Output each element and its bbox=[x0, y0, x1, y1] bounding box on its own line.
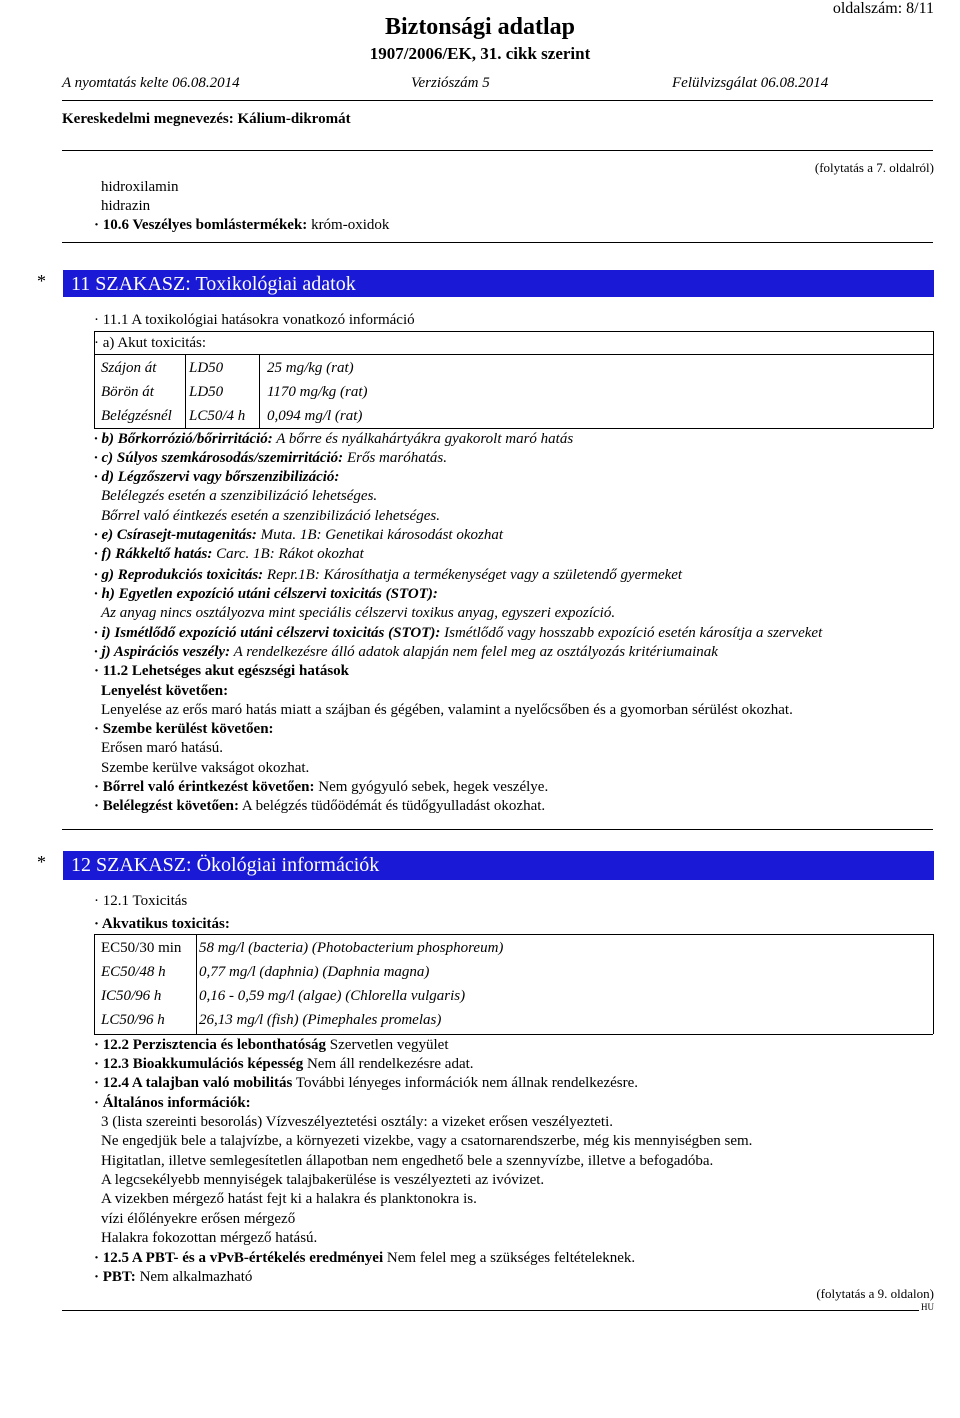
document-title: Biztonsági adatlap bbox=[384, 14, 576, 40]
reproductive-toxicity: · g) Reprodukciós toxicitás: Repr.1B: Károsíthatja a termékenységet vagy a születendő gyermeket bbox=[94, 567, 683, 583]
general-info-line: Halakra fokozottan mérgező hatású. bbox=[101, 1230, 318, 1246]
stot-single-label: · h) Egyetlen expozíció utáni célszervi toxicitás (STOT): bbox=[94, 586, 438, 602]
acute-label-divider bbox=[94, 354, 933, 355]
table-row bbox=[97, 1008, 507, 1032]
general-info-line: Higitatlan, illetve semlegesítetlen állapotban nem engedhető bele a szennyvízbe, illetve a befogadóba. bbox=[101, 1153, 714, 1169]
aquatic-value: 0,16 - 0,59 mg/l (algae) (Chlorella vulgaris) bbox=[199, 987, 466, 1004]
acute-route: Szájon át bbox=[101, 359, 157, 376]
pbt-vpvb-assessment: · 12.5 A PBT- és a vPvB-értékelés eredményei Nem felel meg a szükséges feltételeknek. bbox=[94, 1250, 636, 1266]
acute-route: Belégzésnél bbox=[101, 407, 172, 424]
skin-corrosion: · b) Bőrkorrózió/bőrirritáció: A bőrre és nyálkahártyákra gyakorolt maró hatás bbox=[94, 431, 574, 447]
continued-from: (folytatás a 7. oldalról) bbox=[814, 160, 934, 175]
table-row bbox=[97, 984, 507, 1008]
sensitisation-text-1: Belélegzés esetén a szenzibilizáció lehetséges. bbox=[101, 488, 378, 504]
eye-contact-label: · Szembe kerülést követően: bbox=[94, 721, 274, 737]
eye-contact-text-2: Szembe kerülve vakságot okozhat. bbox=[101, 760, 310, 776]
decomposition-products: · 10.6 Veszélyes bomlástermékek: króm-oxidok bbox=[94, 217, 390, 233]
continued-to: (folytatás a 9. oldalon) bbox=[816, 1286, 934, 1301]
aquatic-type: EC50/30 min bbox=[101, 939, 182, 956]
acute-value: 0,094 mg/l (rat) bbox=[267, 407, 363, 424]
sensitisation-label: · d) Légzőszervi vagy bőrszenzibilizáció: bbox=[94, 469, 340, 485]
trade-name: Kereskedelmi megnevezés: Kálium-dikromát bbox=[62, 111, 351, 127]
s11-2-heading: · 11.2 Lehetséges akut egészségi hatások bbox=[94, 663, 349, 679]
top-block-divider bbox=[62, 242, 933, 243]
general-info-line: 3 (lista szereinti besorolás) Vízveszélyeztetési osztály: a vizeket erősen veszélyezteti. bbox=[101, 1114, 614, 1130]
eye-damage: · c) Súlyos szemkárosodás/szemirritáció: Erős maróhatás. bbox=[94, 450, 447, 466]
skin-contact: · Bőrrel való érintkezést követően: Nem gyógyuló sebek, hegek veszélye. bbox=[94, 779, 549, 795]
section11-header bbox=[63, 270, 934, 297]
acute-value: 1170 mg/kg (rat) bbox=[267, 383, 368, 400]
aspiration-hazard: · j) Aspirációs veszély: A rendelkezésre álló adatok alapján nem felel meg az osztályozás kritériumainak bbox=[94, 644, 718, 660]
s12-1-heading: · 12.1 Toxicitás bbox=[94, 893, 188, 909]
acute-box-top bbox=[94, 331, 933, 332]
acute-type: LD50 bbox=[189, 383, 224, 400]
table-row bbox=[97, 356, 372, 380]
aquatic-box-bottom bbox=[94, 1034, 933, 1035]
aquatic-box-top bbox=[94, 934, 933, 935]
ingestion-text: Lenyelése az erős maró hatás miatt a szájban és gégében, valamint a nyelőcsőben és a gyomorban sérülést okozhat. bbox=[101, 702, 793, 718]
table-row bbox=[97, 936, 507, 960]
acute-route: Börön át bbox=[101, 383, 154, 400]
aquatic-toxicity-label: · Akvatikus toxicitás: bbox=[94, 916, 230, 932]
aquatic-value: 26,13 mg/l (fish) (Pimephales promelas) bbox=[199, 1011, 442, 1028]
bioaccumulation: · 12.3 Bioakkumulációs képesség Nem áll rendelkezésre adat. bbox=[94, 1056, 474, 1072]
language-code: HU bbox=[921, 1302, 934, 1312]
section12-change-marker: * bbox=[37, 852, 46, 872]
aquatic-box-left bbox=[94, 934, 95, 1034]
soil-mobility: · 12.4 A talajban való mobilitás További lényeges információk nem állnak rendelkezésre. bbox=[94, 1075, 638, 1091]
aquatic-value: 58 mg/l (bacteria) (Photobacterium phosphoreum) bbox=[199, 939, 504, 956]
general-info-label: · Általános információk: bbox=[94, 1095, 251, 1111]
sensitisation-text-2: Bőrrel való éintkezés esetén a szenzibilizáció lehetséges. bbox=[101, 508, 440, 524]
table-row bbox=[97, 960, 507, 984]
stot-repeated: · i) Ismétlődő expozíció utáni célszervi toxicitás (STOT): Ismétlődő vagy hosszabb expozíció esetén károsítja a szerveket bbox=[94, 625, 823, 641]
table-row bbox=[97, 404, 372, 428]
acute-col-divider-2 bbox=[259, 355, 260, 428]
table-row bbox=[97, 380, 372, 404]
mutagenicity: · e) Csírasejt-mutagenitás: Muta. 1B: Genetikai károsodást okozhat bbox=[94, 527, 503, 543]
general-info-line: vízi élőlényekre erősen mérgező bbox=[101, 1211, 296, 1227]
header-divider bbox=[62, 100, 933, 101]
section11-title: 11 SZAKASZ: Toxikológiai adatok bbox=[71, 273, 356, 295]
s11-1-heading: · 11.1 A toxikológiai hatásokra vonatkozó információ bbox=[94, 312, 415, 328]
trade-name-divider bbox=[62, 150, 933, 151]
acute-toxicity-label: · a) Akut toxicitás: bbox=[94, 335, 207, 351]
acute-value: 25 mg/kg (rat) bbox=[267, 359, 354, 376]
aquatic-box-right bbox=[933, 934, 934, 1034]
document-subtitle: 1907/2006/EK, 31. cikk szerint bbox=[369, 44, 591, 63]
acute-type: LD50 bbox=[189, 359, 224, 376]
acute-col-divider-1 bbox=[185, 355, 186, 428]
aquatic-type: LC50/96 h bbox=[101, 1011, 165, 1028]
eye-contact-text-1: Erősen maró hatású. bbox=[101, 740, 224, 756]
section12-title: 12 SZAKASZ: Ökológiai információk bbox=[71, 854, 380, 876]
revision-date: Felülvizsgálat 06.08.2014 bbox=[672, 75, 829, 91]
top-line-hydrazine: hidrazin bbox=[101, 198, 151, 214]
version-number: Verziószám 5 bbox=[411, 75, 490, 91]
section12-header bbox=[63, 851, 934, 880]
acute-type: LC50/4 h bbox=[189, 407, 246, 424]
general-info-line: A vizekben mérgező hatást fejt ki a halakra és planktonokra is. bbox=[101, 1191, 477, 1207]
print-date: A nyomtatás kelte 06.08.2014 bbox=[62, 75, 240, 91]
page-number: oldalszám: 8/11 bbox=[832, 0, 934, 17]
aquatic-toxicity-table bbox=[97, 936, 507, 1032]
aquatic-value: 0,77 mg/l (daphnia) (Daphnia magna) bbox=[199, 963, 430, 980]
pbt: · PBT: Nem alkalmazható bbox=[94, 1269, 253, 1285]
inhalation: · Belélegzést követően: A belégzés tüdőödémát és tüdőgyulladást okozhat. bbox=[94, 798, 546, 814]
general-info-line: A legcsekélyebb mennyiségek talajbakerülése is veszélyezteti az ivóvizet. bbox=[101, 1172, 545, 1188]
footer-divider bbox=[62, 1310, 933, 1311]
acute-toxicity-table bbox=[97, 356, 372, 428]
section11-end-divider bbox=[62, 829, 933, 830]
general-info-line: Ne engedjük bele a talajvízbe, a környezeti vizekbe, vagy a csatornarendszerbe, még kis mennyiségben sem. bbox=[101, 1133, 753, 1149]
persistence: · 12.2 Perzisztencia és lebonthatóság Szervetlen vegyület bbox=[94, 1037, 449, 1053]
aquatic-type: EC50/48 h bbox=[101, 963, 166, 980]
section11-change-marker: * bbox=[37, 271, 46, 291]
top-line-hydroxylamine: hidroxilamin bbox=[101, 179, 179, 195]
stot-single-text: Az anyag nincs osztályozva mint speciális célszervi toxikus anyag, egyszeri expozíció. bbox=[101, 605, 616, 621]
acute-box-right bbox=[933, 331, 934, 428]
aquatic-type: IC50/96 h bbox=[101, 987, 162, 1004]
carcinogenicity: · f) Rákkeltő hatás: Carc. 1B: Rákot okozhat bbox=[94, 546, 364, 562]
ingestion-label: Lenyelést követően: bbox=[101, 683, 229, 699]
acute-box-bottom bbox=[94, 428, 933, 429]
